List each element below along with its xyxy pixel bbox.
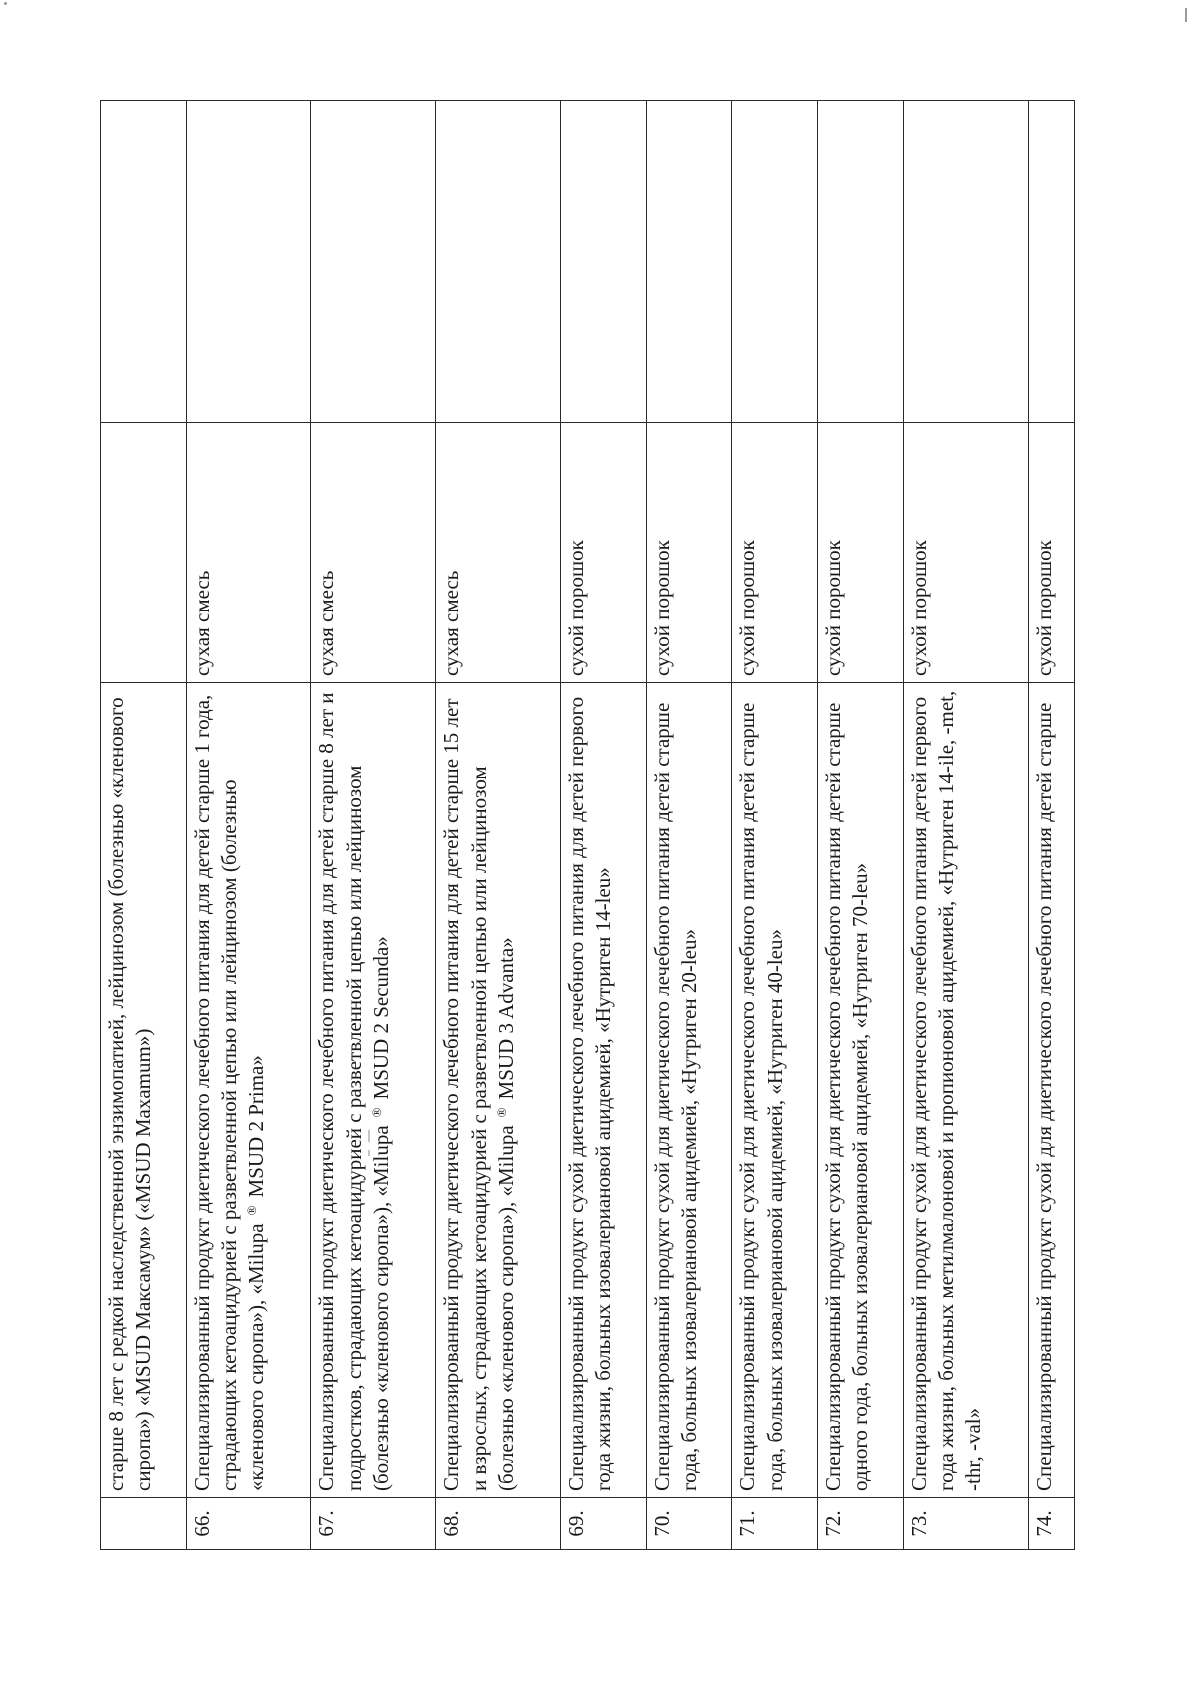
row-number: 73. xyxy=(903,1498,1028,1550)
row-number: 70. xyxy=(646,1498,732,1550)
product-name: Специализированный продукт сухой диетического лечебного питания для детей первого года жизни, больных изовалериановой ацидемией, «Нутриген 14-leu» xyxy=(561,683,647,1498)
empty-cell xyxy=(561,101,647,423)
empty-cell xyxy=(818,101,904,423)
table-row xyxy=(646,101,732,1550)
product-name: Специализированный продукт сухой для диетического лечебного питания детей первого года жизни, больных метилмалоновой и пропионовой ацидемией, «Нутриген 14-ile, -met, -thr, -val» xyxy=(903,683,1028,1498)
product-name-text: Специализированный продукт диетического лечебного питания для детей старше 8 лет и подростков, страдающих кетоацидурией с разветвленной цепью или лейцинозом (болезнью «кленового сиропа»), «Milupa xyxy=(314,692,394,1491)
product-name: Специализированный продукт сухой для диетического лечебного питания детей старше xyxy=(1028,683,1075,1498)
registered-mark: ® xyxy=(244,1205,260,1216)
empty-cell xyxy=(311,101,436,423)
product-table xyxy=(100,100,1075,1550)
product-name xyxy=(311,683,436,1498)
table-row xyxy=(903,101,1028,1550)
empty-cell xyxy=(1028,101,1075,423)
table-row xyxy=(436,101,561,1550)
table-row xyxy=(1028,101,1075,1550)
empty-cell xyxy=(732,101,818,423)
product-form: сухой порошок xyxy=(1028,423,1075,683)
empty-cell xyxy=(903,101,1028,423)
row-number: 72. xyxy=(818,1498,904,1550)
product-name: старше 8 лет с редкой наследственной энзимопатией, лейцинозом (болезнью «кленового сиропа») «MSUD Максамум» («MSUD Maxamum») xyxy=(101,683,187,1498)
product-name-text: MSUD 3 Advanta» xyxy=(493,937,518,1100)
product-form: сухая смесь xyxy=(436,423,561,683)
product-name: Специализированный продукт сухой для диетического лечебного питания детей старше года, больных изовалериановой ацидемией, «Нутриген 40-leu» xyxy=(732,683,818,1498)
product-name: Специализированный продукт сухой для диетического лечебного питания детей старше года, больных изовалериановой ацидемией, «Нутриген 20-leu» xyxy=(646,683,732,1498)
product-name-text: Специализированный продукт диетического лечебного питания для детей старше 15 лет и взрослых, страдающих кетоацидурией с разветвленной цепью или лейцинозом (болезнью «кленового сиропа»), «Milupa xyxy=(439,698,518,1491)
row-number: 74. xyxy=(1028,1498,1075,1550)
table-row xyxy=(818,101,904,1550)
row-number: 67. xyxy=(311,1498,436,1550)
row-number: 68. xyxy=(436,1498,561,1550)
scan-mark xyxy=(4,2,7,5)
registered-mark: ® xyxy=(369,1107,385,1118)
registered-mark: ® xyxy=(493,1107,509,1118)
product-name: Специализированный продукт сухой для диетического лечебного питания детей старше одного года, больных изовалериановой ацидемией, «Нутриген 70-leu» xyxy=(818,683,904,1498)
empty-cell xyxy=(436,101,561,423)
row-number: 66. xyxy=(186,1498,311,1550)
empty-cell xyxy=(186,101,311,423)
product-form: сухая смесь xyxy=(311,423,436,683)
product-name-text: Специализированный продукт диетического лечебного питания для детей старше 1 года, страдающих кетоацидурией с разветвленной цепью или лейцинозом (болезнью «кленового сиропа»), «Milupa xyxy=(189,694,269,1491)
table-row xyxy=(732,101,818,1550)
product-form: сухой порошок xyxy=(646,423,732,683)
row-number: 69. xyxy=(561,1498,647,1550)
row-number: 71. xyxy=(732,1498,818,1550)
product-form xyxy=(101,423,187,683)
product-form: сухой порошок xyxy=(903,423,1028,683)
product-form: сухой порошок xyxy=(732,423,818,683)
empty-cell xyxy=(646,101,732,423)
rotated-table-wrapper xyxy=(100,100,1075,1550)
product-form: сухой порошок xyxy=(818,423,904,683)
scan-mark xyxy=(1185,8,1187,22)
product-name-text: MSUD 2 Prima» xyxy=(244,1055,269,1198)
row-number xyxy=(101,1498,187,1550)
product-name-text: MSUD 2 Secunda» xyxy=(369,936,394,1100)
empty-cell xyxy=(101,101,187,423)
table-row xyxy=(186,101,311,1550)
document-page xyxy=(100,100,1075,1550)
product-form: сухой порошок xyxy=(561,423,647,683)
product-name xyxy=(436,683,561,1498)
table-row xyxy=(561,101,647,1550)
product-name xyxy=(186,683,311,1498)
product-form: сухая смесь xyxy=(186,423,311,683)
table-row xyxy=(101,101,187,1550)
table-row xyxy=(311,101,436,1550)
